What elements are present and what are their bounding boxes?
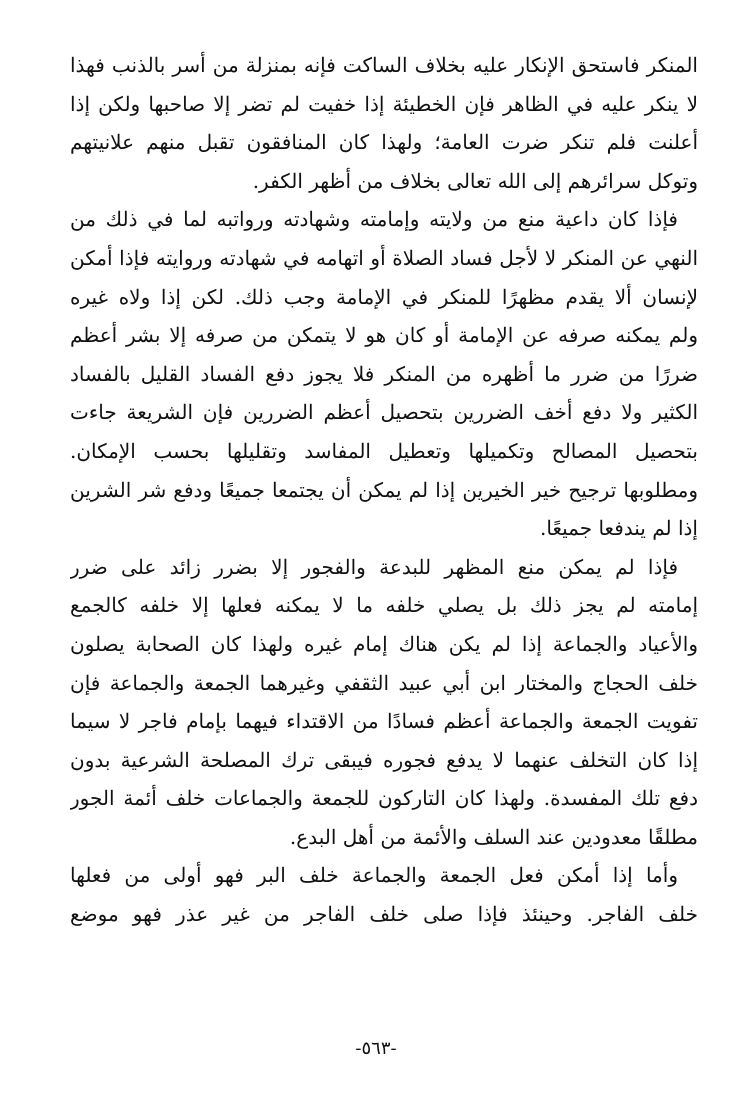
text-line: الكثير ولا دفع أخف الضررين بتحصيل أعظم الضررين فإن الشريعة جاءت [70, 400, 698, 425]
text-line: لإنسان ألا يقدم مظهرًا للمنكر في الإمامة وجب ذلك. لكن إذا ولاه غيره [70, 284, 698, 309]
text-line: المنكر فاستحق الإنكار عليه بخلاف الساكت فإنه بمنزلة من أسر بالذنب فهذا [70, 53, 698, 77]
paragraph-1 [70, 46, 698, 200]
text-line: ومطلوبها ترجيح خير الخيرين إذا لم يمكن أن يجتمعا جميعًا ودفع شر الشرين [70, 477, 698, 502]
text-line: ضررًا من ضرر ما أظهره من المنكر فلا يجوز دفع الفساد القليل بالفساد [70, 361, 698, 386]
text-line: فإذا كان داعية منع من ولايته وإمامته وشهادته ورواتبه لما في ذلك من [70, 207, 678, 232]
text-line: أعلنت فلم تنكر ضرت العامة؛ ولهذا كان المنافقون تقبل منهم علانيتهم [70, 130, 698, 155]
text-line: والأعياد والجماعة إذا لم يكن هناك إمام غيره ولهذا كان الصحابة يصلون [70, 631, 698, 656]
text-line: خلف الحجاج والمختار ابن أبي عبيد الثقفي وغيرهما الجمعة والجماعة فإن [70, 670, 698, 695]
text-line: تفويت الجمعة والجماعة أعظم فسادًا من الاقتداء فيهما بإمام فاجر لا سيما [70, 709, 698, 734]
text-line: ولم يمكنه صرفه عن الإمامة أو كان هو لا يتمكن من صرفه إلا بشر أعظم [70, 323, 698, 348]
page-number: -٥٦٣- [355, 1038, 397, 1059]
text-line: بتحصيل المصالح وتكميلها وتعطيل المفاسد وتقليلها بحسب الإمكان. [70, 438, 698, 463]
page-body [70, 46, 698, 934]
text-line: إذا كان التخلف عنهما لا يدفع فجوره فيبقى ترك المصلحة الشرعية بدون [70, 747, 698, 772]
text-line: وتوكل سرائرهم إلى الله تعالى بخلاف من أظهر الكفر. [252, 168, 698, 193]
paragraph-4 [70, 856, 698, 933]
text-line: النهي عن المنكر لا لأجل فساد الصلاة أو اتهامه في شهادته وروايته فإذا أمكن [70, 245, 698, 270]
text-line: لا ينكر عليه في الظاهر فإن الخطيئة إذا خفيت لم تضر إلا صاحبها ولكن إذا [70, 91, 698, 116]
text-line: إمامته لم يجز ذلك بل يصلي خلفه ما لا يمكنه فعلها إلا خلفه كالجمع [70, 593, 698, 618]
text-line: فإذا لم يمكن منع المظهر للبدعة والفجور إلا بضرر زائد على ضرر [70, 554, 678, 579]
paragraph-2 [70, 200, 698, 547]
text-line: دفع تلك المفسدة. ولهذا كان التاركون للجمعة والجماعات خلف أئمة الجور [70, 786, 698, 811]
text-line: مطلقًا معدودين عند السلف والأئمة من أهل البدع. [289, 824, 698, 849]
text-line: إذا لم يندفعا جميعًا. [540, 516, 698, 541]
text-line: خلف الفاجر. وحينئذ فإذا صلى خلف الفاجر من غير عذر فهو موضع [70, 902, 698, 927]
text-line: وأما إذا أمكن فعل الجمعة والجماعة خلف البر فهو أولى من فعلها [70, 863, 678, 888]
paragraph-3 [70, 548, 698, 857]
